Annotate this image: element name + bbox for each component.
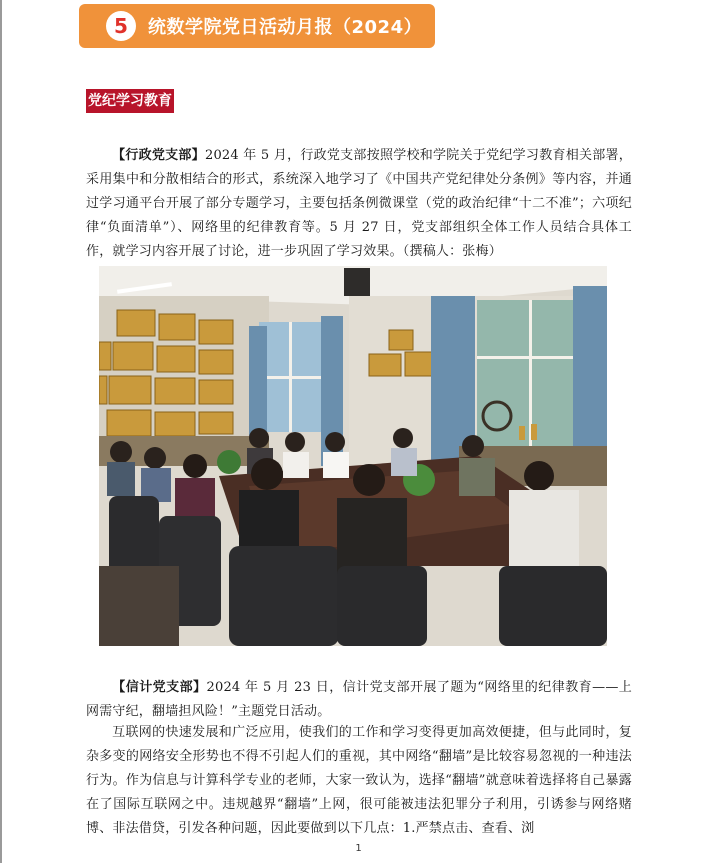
paragraph-infocomp-branch bbox=[86, 676, 632, 724]
section-heading: 党纪学习教育 bbox=[86, 89, 174, 113]
newsletter-banner bbox=[79, 4, 435, 48]
issue-number-badge: 5 bbox=[106, 11, 136, 41]
paragraph-text: 互联网的快速发展和广泛应用，使我们的工作和学习变得更加高效便捷，但与此同时，复杂多变的网络安全形势也不得不引起人们的重视，其中网络“翻墙”是比较容易忽视的一种违法行为。作为信息与计算科学专业的老师，大家一致认为，选择“翻墙”就意味着选择将自己暴露在了国际互联网之中。违规越界“翻墙”上网，很可能被违法犯罪分子利用，引诱参与网络赌博、非法借贷，引发各种问题，因此要做到以下几点：1.严禁点击、查看、浏 bbox=[86, 725, 632, 836]
branch-tag: 【行政党支部】 bbox=[112, 148, 205, 163]
paragraph-internet-safety bbox=[86, 721, 632, 841]
meeting-photo bbox=[99, 266, 607, 646]
page-number: 1 bbox=[355, 843, 362, 854]
paragraph-admin-branch bbox=[86, 144, 632, 264]
page-edge bbox=[0, 0, 2, 863]
meeting-photo-illustration bbox=[99, 266, 607, 646]
branch-tag: 【信计党支部】 bbox=[112, 680, 207, 695]
paragraph-text: 2024 年 5 月，行政党支部按照学校和学院关于党纪学习教育相关部署，采用集中和分散相结合的形式，系统深入地学习了《中国共产党纪律处分条例》等内容，并通过学习通平台开展了部分专题学习，主要包括条例微课堂（党的政治纪律“十二不准”；六项纪律“负面清单”）、网络里的纪律教育等。5 月 27 日，党支部组织全体工作人员结合具体工作，就学习内容开展了讨论，进一步巩固了学习效果。（撰稿人：张梅） bbox=[86, 148, 633, 259]
newsletter-title: 统数学院党日活动月报（2024） bbox=[148, 17, 423, 38]
paragraph-text: 2024 年 5 月 23 日，信计党支部开展了题为“网络里的纪律教育——上网需守纪，翻墙担风险！”主题党日活动。 bbox=[86, 680, 632, 719]
